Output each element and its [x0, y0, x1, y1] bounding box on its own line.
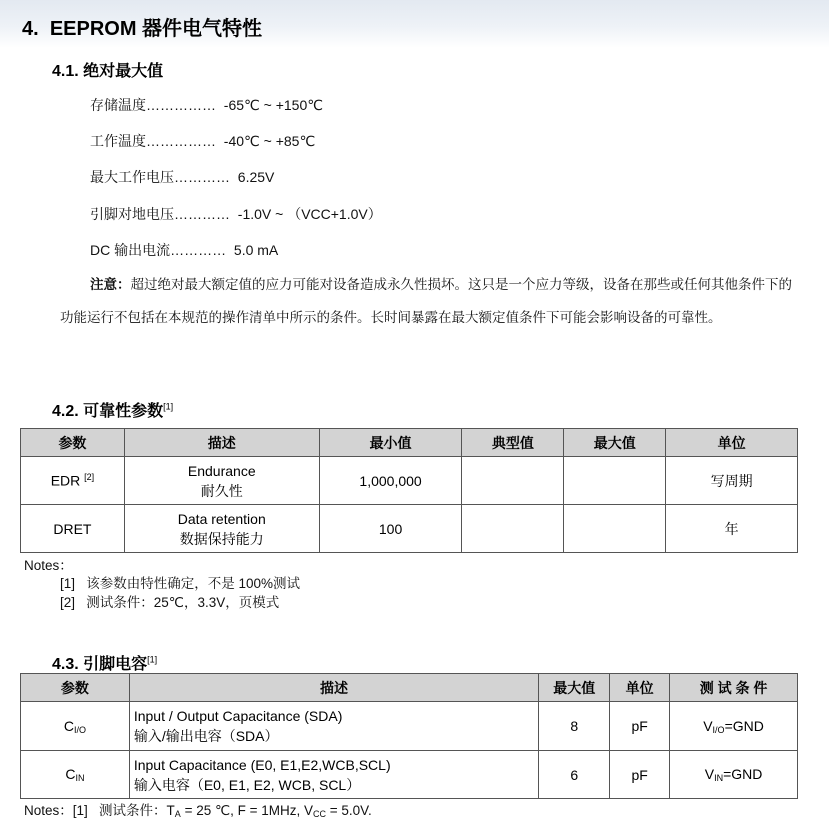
section-4-3-heading: 4.3. 引脚电容[1] — [52, 654, 158, 673]
typ-cell — [462, 457, 564, 505]
note-lead: 注意： — [90, 277, 131, 292]
param-cell: DRET — [21, 505, 125, 553]
rating-dc-output-current: DC 输出电流………… 5.0 mA — [90, 242, 279, 258]
unit-cell: pF — [610, 751, 670, 799]
min-cell: 100 — [319, 505, 462, 553]
col-header: 描述 — [124, 429, 319, 457]
col-header: 最大值 — [564, 429, 666, 457]
unit-cell: 年 — [666, 505, 798, 553]
col-header: 典型值 — [462, 429, 564, 457]
max-cell — [564, 505, 666, 553]
reliability-note-2: [2] 测试条件：25℃，3.3V，页模式 — [60, 595, 280, 610]
section-4-1-heading: 4.1. 绝对最大值 — [52, 63, 164, 80]
note-text: 超过绝对最大额定值的应力可能对设备造成永久性损坏。这只是一个应力等级，设备在那些或任何其他条件下的功能运行不包括在本规范的操作清单中所示的条件。长时间暴露在最大额定值条件下可能会影响设备的可靠性。 — [60, 277, 792, 325]
reliability-table — [20, 428, 798, 553]
desc-cell: Endurance 耐久性 — [124, 457, 319, 505]
unit-cell: pF — [610, 702, 670, 751]
table-row — [21, 702, 798, 751]
absolute-max-note — [60, 268, 800, 334]
section-4-2-heading: 4.2. 可靠性参数[1] — [52, 401, 174, 420]
pin-capacitance-table — [20, 673, 798, 799]
col-header: 参数 — [21, 429, 125, 457]
col-header: 单位 — [610, 674, 670, 702]
col-header: 测 试 条 件 — [670, 674, 798, 702]
rating-storage-temp: 存储温度…………… -65℃ ~ +150℃ — [90, 97, 323, 113]
table-row — [21, 751, 798, 799]
col-header: 单位 — [666, 429, 798, 457]
reliability-note-1: [1] 该参数由特性确定，不是 100%测试 — [60, 576, 301, 591]
table-row — [21, 505, 798, 553]
table-row — [21, 457, 798, 505]
col-header: 最小值 — [319, 429, 462, 457]
col-header: 参数 — [21, 674, 130, 702]
rating-operating-temp: 工作温度…………… -40℃ ~ +85℃ — [90, 133, 316, 149]
rating-max-voltage: 最大工作电压………… 6.25V — [90, 169, 275, 185]
typ-cell — [462, 505, 564, 553]
desc-cell: Input Capacitance (E0, E1,E2,WCB,SCL) 输入电容（E0, E1, E2, WCB, SCL） — [129, 751, 538, 799]
capacitance-note: Notes：[1] 测试条件：$T_A = 25$ ℃, F = 1MHz, $V_{CC} = 5.0V$. — [24, 803, 372, 819]
max-cell — [564, 457, 666, 505]
col-header: 最大值 — [539, 674, 610, 702]
min-cell: 1,000,000 — [319, 457, 462, 505]
table-header-row — [21, 674, 798, 702]
max-cell: 8 — [539, 702, 610, 751]
desc-cell: Input / Output Capacitance (SDA) 输入/输出电容（SDA） — [129, 702, 538, 751]
section-4-heading: 4. EEPROM 器件电气特性 — [22, 18, 263, 40]
unit-cell: 写周期 — [666, 457, 798, 505]
condition-cell: $V_{I/O}=GND$ — [670, 702, 798, 751]
col-header: 描述 — [129, 674, 538, 702]
desc-cell: Data retention 数据保持能力 — [124, 505, 319, 553]
condition-cell: $V_{IN}=GND$ — [670, 751, 798, 799]
rating-pin-voltage: 引脚对地电压………… -1.0V ~ （VCC+1.0V） — [90, 206, 382, 222]
param-cell: EDR [2] — [21, 457, 125, 505]
param-cell: $C_{I/O}$ — [21, 702, 130, 751]
max-cell: 6 — [539, 751, 610, 799]
param-cell: $C_{IN}$ — [21, 751, 130, 799]
table-header-row — [21, 429, 798, 457]
reliability-notes-label: Notes： — [24, 558, 73, 573]
